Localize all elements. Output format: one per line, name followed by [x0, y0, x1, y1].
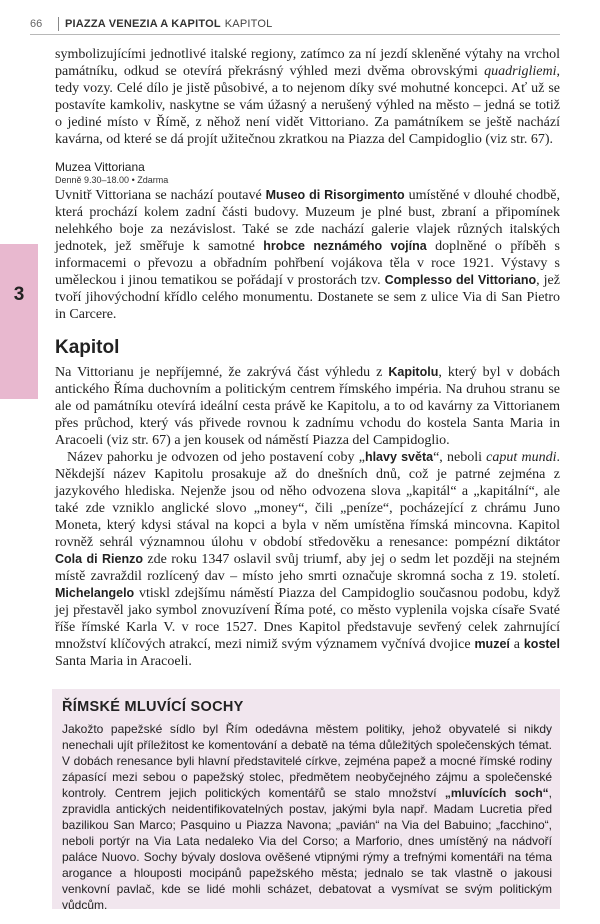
kapitol-paragraph-2 — [55, 449, 560, 670]
box-title: ŘÍMSKÉ MLUVÍCÍ SOCHY — [62, 699, 244, 715]
header-divider — [58, 17, 59, 31]
intro-text-b: , tedy vozy. Celé dílo je jistě působivé, a to nejenom díky své mohutné koncepci. Ať už se postavíte kamkoliv, naskytne se vám úžasný a nerušený výhled na město – jedná se totiž o jediné místo v Římě, z něhož není vidět Vittoriano. Za památníkem se ještě nachází kavárna, od které se dá projít užitečnou zkratkou na Piazza del Campidoglio (viz str. 67). — [55, 64, 560, 147]
kapitol-text: vtiskl zdejšímu náměstí Piazza del Campidoglio současnou podobu, když jej přestavěl jako symbol znovuzívení Říma poté, co město vyplenila vojska císaře Svaté říše římské Karla V. v roce 1527. Dnes Kapitol představuje sevřený celek zahrnující množství klíčových atrakcí, mezi nimiž svým významem vyčnívá dvojice — [55, 586, 560, 652]
kapitol-text: Santa Maria in Aracoeli. — [55, 654, 192, 669]
box-highlight: „mluvících soch“ — [444, 786, 549, 800]
header-subtitle: KAPITOL — [224, 18, 273, 30]
running-header — [30, 14, 560, 35]
museum-highlight: hrobce neznámého vojína — [263, 239, 427, 253]
kapitol-highlight: muzeí — [474, 637, 510, 651]
museum-text: umístěné v dlouhé chodbě, která prochází kolem zadní části budovy. Muzeum je plné bust, zbraní a připomínek nelehkého boje za nezávislost. Také se zde nachází galerie vlajek různých italských jednotek, jež směřuje k samotné — [55, 188, 560, 254]
museum-text: , jež tvoří jihovýchodní křídlo celého monumentu. Dostanete se sem z ulice Via di San Pietro in Carcere. — [55, 273, 560, 322]
kapitol-paragraph-1 — [55, 364, 560, 449]
kapitol-highlight: Michelangelo — [55, 586, 135, 600]
chapter-tab — [0, 244, 38, 399]
chapter-number: 3 — [13, 284, 25, 305]
intro-emphasis: quadrigliemi — [484, 64, 557, 79]
kapitol-emphasis: caput mundi — [486, 450, 557, 465]
kapitol-text: Název pahorku je odvozen od jeho postavení coby „ — [67, 450, 365, 465]
museum-section-title: Muzea Vittoriana — [55, 160, 145, 174]
intro-text-a: symbolizujícími jednotlivé italské regiony, zatímco za ní jezdí skleněné výtahy na vrchol památníku, odkud se otevírá překrásný výhled mezi dvěma obrovskými — [55, 47, 560, 79]
header-title: PIAZZA VENEZIA A KAPITOL — [65, 18, 221, 30]
museum-text: doplněné o příběh s informacemi o převozu a obřadním pohřbení vojákova těla v roce 1921. Výstavy s uměleckou i jinou tematikou se pořádají v prostorách tzv. — [55, 239, 560, 288]
kapitol-text: “, neboli — [433, 450, 487, 465]
kapitol-highlight: Cola di Rienzo — [55, 552, 143, 566]
museum-opening-hours: Denně 9.30–18.00 • Zdarma — [55, 175, 169, 185]
kapitol-text: , který byl v dobách antického Říma duchovním a politickým centrem římského impéria. Na druhou stranu se ale od památníku otevírá ideální cesta právě ke Kapitolu, a to od kavárny za Vittorianem přes průchod, který vás přivede rovnou k zadnímu vchodu do kostela Santa Maria in Aracoeli (viz str. 67) a jen kousek od náměstí Piazza del Campidoglio. — [55, 365, 560, 448]
kapitol-text: Na Vittorianu je nepříjemné, že zakrývá část výhledu z — [55, 365, 389, 380]
kapitol-highlight: Kapitolu — [388, 365, 439, 379]
museum-highlight: Complesso del Vittoriano — [384, 273, 537, 287]
box-text: , zpravidla antických neidentifikovatelných postav, jakými byla např. Madam Lucretia před bazilikou San Marco; Pasquino u Piazza Navona; „pavián“ na Via del Babuino; „facchino“, neboli portýr na Via Lata nedaleko Via del Corso; a Marforio, dnes umístěný na nádvoří paláce Nuovo. Sochy bývaly doslova ověšené vtipnými rýmy a trefnými komentáři na téma arogance a hlouposti mocipánů papežského města; jednalo se tak vlastně o jakousi venkovní pavlač, kde se lidé mohli scházet, debatovat a vysmívat se svým politickým vůdcům. — [62, 786, 553, 912]
kapitol-text: zde roku 1347 oslavil svůj triumf, aby jej o sedm let později na stejném místě zavraždil rozlícený dav – místo jeho smrti označuje skromná socha z 19. století. — [55, 552, 560, 584]
kapitol-highlight: kostel — [523, 637, 560, 651]
kapitol-highlight: hlavy světa — [364, 450, 434, 464]
box-text: Jakožto papežské sídlo byl Řím odedávna městem politiky, jehož obyvatelé si nikdy nenechali ujít příležitost ke komentování a debatě na téma důležitých společenských témat. V dobách renesance byli hlavní představitelé církve, zejména papež a mocné římské rodiny zápasící mezi sebou o papežský stolec, předmětem neobyčejného zájmu a společenské kontroly. Centrem jejich politických komentářů se stalo množství — [62, 722, 552, 800]
intro-paragraph — [55, 46, 560, 148]
museum-text: Uvnitř Vittoriana se nachází poutavé — [55, 188, 266, 203]
museum-paragraph — [55, 187, 560, 323]
kapitol-heading: Kapitol — [55, 337, 120, 358]
page-number: 66 — [30, 18, 43, 30]
kapitol-text: a — [509, 637, 524, 652]
main-text — [55, 46, 560, 670]
sidebar-box — [52, 689, 560, 912]
box-paragraph — [62, 721, 552, 913]
kapitol-text: . Někdejší název Kapitolu prosakuje až do dnešních dnů, což je patrné zejména z jazykového hlediska. Nejenže jsou od něho odvozena slova „kapitál“ a „kapitální“, ale také zde vzniklo anglické slovo „money“, čili „peníze“, pocházející z chrámu Juno Moneta, který kdysi stával na kopci a byla v něm umístěna římská mincovna. Kapitol rovněž sehrál významnou úlohu v období středověku a renesance: pompézní diktátor — [55, 450, 560, 550]
museum-highlight: Museo di Risorgimento — [265, 188, 405, 202]
